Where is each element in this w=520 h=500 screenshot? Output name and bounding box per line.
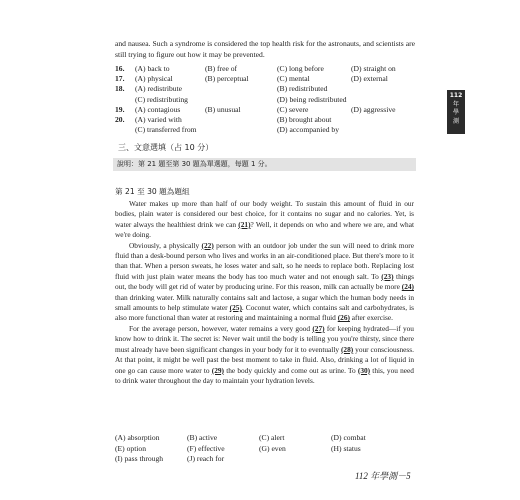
question-number [115,125,135,135]
option-row [115,95,431,105]
options-table [115,64,431,135]
question-number [115,95,135,105]
option-c: (C) severe [277,104,309,114]
option-d: (D) external [351,74,388,84]
passage-paragraph-2 [115,241,414,324]
question-number: 16. [115,64,125,73]
option-c: (C) long before [277,64,324,73]
option-c: (D) accompanied by [277,125,339,135]
option-b: (B) free of [205,64,238,73]
word-choice: (B) active [187,433,218,442]
passage-text: Water makes up more than half of our body weight. To sustain this amount of fluid in our bodies, plain water is considered our best choice, for it contains no sugar and no calories. Yet, is water always the healthiest drink we can [115,199,414,229]
passage-text: for keeping hydrated—if you know how to drink it. The secret is: Never wait until the body is telling you you're thirsty, since there must already have been significant changes in your body for it to eventually [115,323,414,354]
blank-29: (29) [211,365,225,375]
option-b: (B) unusual [205,104,241,114]
question-number: 18. [115,84,125,94]
blank-23: (23) [381,271,394,281]
instructions-box: 說明：第 21 題至第 30 題為單選題，每題 1 分。 [113,158,416,171]
passage-paragraph-1 [115,199,414,241]
blank-21: (21) [238,219,251,229]
option-a: (C) redistributing [135,94,188,104]
question-group-heading: 第 21 至 30 題為題組 [115,187,190,196]
option-b [205,84,277,94]
option-b [205,125,277,135]
side-tab-char: 測 [452,117,459,125]
word-choice: (J) reach for [187,454,225,463]
passage-text: your consciousness. At that point, it might be well past the best moment to take in fluid. Also, drinking a lot of liquid in one go can cause more water to [115,344,414,375]
word-bank-row [115,454,403,465]
passage-text: . Coconut water, which contains salt and carbohydrates, is also more functional than water at restoring and maintaining a normal fluid [115,303,415,323]
blank-25: (25) [229,303,242,313]
option-c: (B) redistributed [277,84,328,94]
option-c: (C) mental [277,74,310,84]
word-choice [331,454,403,465]
option-b [205,115,277,125]
option-d [351,115,431,125]
year-side-tab [447,90,465,134]
blank-22: (22) [201,240,214,250]
word-choice: (F) effective [187,443,225,453]
option-d [351,125,431,135]
blank-30: (30) [357,365,371,375]
option-d [351,84,431,94]
option-row [115,115,431,125]
intro-paragraph: and nausea. Such a syndrome is considered the top health risk for the astronauts, and scientists are still trying to figure out how it may be prevented. [115,39,415,59]
passage-text: after exercise. [349,313,393,323]
option-a: (A) back to [135,64,170,73]
passage-text: Obviously, a physically [129,240,202,250]
option-a: (A) contagious [135,104,181,114]
question-number: 20. [115,114,125,124]
word-choice: (H) status [331,443,361,453]
word-choice [259,454,331,465]
word-bank-row [115,444,403,455]
word-choice: (I) pass through [115,454,164,463]
option-row [115,125,431,135]
option-row [115,64,431,74]
option-a: (C) transferred from [135,125,197,135]
word-choice: (E) option [115,443,147,453]
word-choice: (D) combat [331,433,366,442]
option-d: (D) aggressive [351,104,396,114]
side-tab-year: 112 [449,92,463,99]
word-choice: (C) alert [259,433,285,442]
option-row [115,105,431,115]
option-b [205,95,277,105]
passage-text: ? Well, it depends on who and where we are, and what we're doing. [115,219,414,240]
option-a: (A) redistribute [135,84,183,94]
page-footer: 112 年學測－5 [355,471,411,481]
option-b: (B) perceptual [205,74,249,84]
side-tab-char: 年 [452,100,459,108]
passage-text: the body quickly and come out as urine. To [224,365,358,375]
blank-26: (26) [337,313,350,323]
blank-27: (27) [312,323,325,333]
passage-paragraph-3 [115,324,414,386]
blank-24: (24) [401,282,414,292]
passage-text: person with an outdoor job under the sun will need to drink more fluid than a desk-bound person who lives and works in an air-conditioned place. But there's more to it than that. When a person sweats, he loses water and salt, so he needs to replace both. Replacing lost fluid with just plain water means the body has too much water and not enough salt. To [115,240,414,281]
passage-text: things out, the body will get rid of water by producing urine. For this reason, milk can actually be more [115,271,414,292]
option-c: (D) being redistributed [277,94,347,104]
option-d: (D) straight on [351,64,396,73]
blank-28: (28) [340,344,354,354]
option-row [115,74,431,84]
side-tab-char: 學 [452,109,459,116]
question-number: 19. [115,104,125,114]
passage-text: this, you need to drink water throughout the day to maintain your hydration levels. [115,365,414,385]
option-a: (A) physical [135,74,173,84]
passage-text: For the average person, however, water remains a very good [129,323,313,333]
cloze-passage [115,199,414,386]
passage-text: than drinking water. Milk naturally contains salt and lactose, a sugar which the human body needs in small amounts to help stimulate water [115,292,414,313]
option-d [351,95,431,105]
option-row [115,84,431,94]
word-choice: (A) absorption [115,433,160,442]
word-bank-row [115,433,403,444]
section-title: 三、文意選填（占 10 分） [118,143,214,152]
option-c: (B) brought about [277,114,332,124]
word-bank [115,433,403,465]
word-choice: (G) even [259,443,286,453]
question-number: 17. [115,74,125,84]
option-a: (A) varied with [135,114,182,124]
